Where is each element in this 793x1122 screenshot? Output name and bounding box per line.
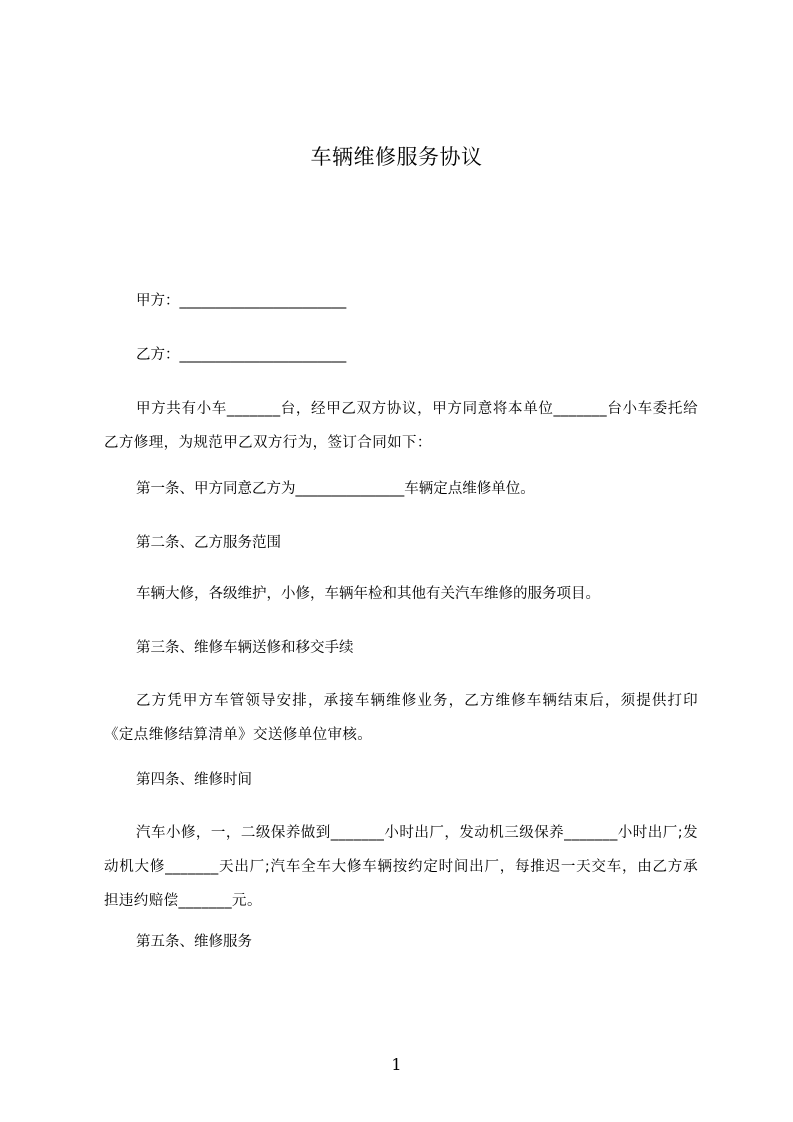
article-5-heading: 第五条、维修服务 xyxy=(136,934,252,950)
party-a-line: 甲方：_______________________ xyxy=(136,293,347,309)
intro-paragraph: 甲方共有小车_______台，经甲乙双方协议，甲方同意将本单位_______台小车委托给乙方修理，为规范甲乙双方行为，签订合同如下： xyxy=(104,401,698,451)
article-2-text: 车辆大修，各级维护，小修，车辆年检和其他有关汽车维修的服务项目。 xyxy=(136,586,600,602)
document-title: 车辆维修服务协议 xyxy=(310,145,483,169)
article-3-heading: 第三条、维修车辆送修和移交手续 xyxy=(136,640,354,656)
article-1: 第一条、甲方同意乙方为_______________车辆定点维修单位。 xyxy=(136,481,535,497)
article-2-heading: 第二条、乙方服务范围 xyxy=(136,535,281,551)
article-3-text: 乙方凭甲方车管领导安排，承接车辆维修业务，乙方维修车辆结束后，须提供打印《定点维修结算清单》交送修单位审核。 xyxy=(104,693,698,743)
article-4-text: 汽车小修，一，二级保养做到_______小时出厂，发动机三级保养_______小时出厂;发动机大修_______天出厂;汽车全车大修车辆按约定时间出厂，每推迟一天交车，由乙方承担违约赔偿_______元。 xyxy=(104,825,698,909)
article-4-heading: 第四条、维修时间 xyxy=(136,772,252,788)
party-b-line: 乙方：_______________________ xyxy=(136,347,347,363)
page-number: 1 xyxy=(391,1055,402,1074)
